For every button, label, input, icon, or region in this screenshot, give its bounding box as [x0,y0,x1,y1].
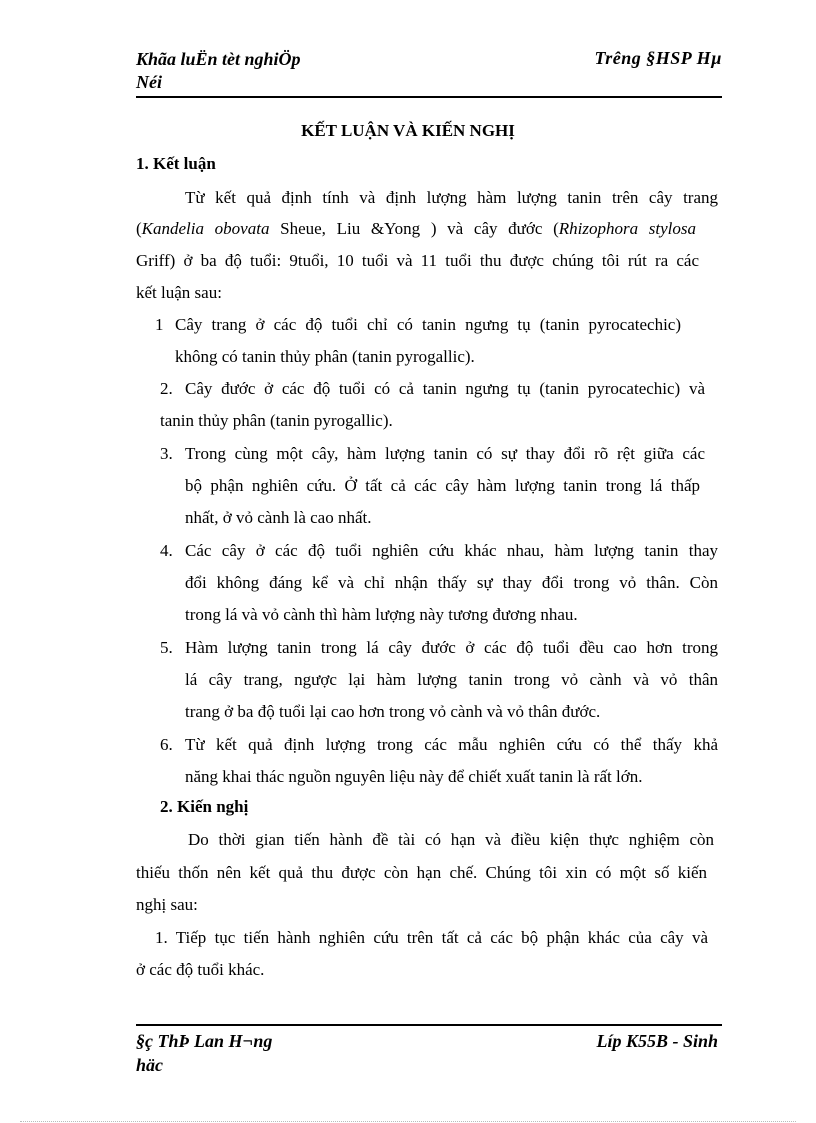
intro-line4: kết luận sau: [136,283,222,302]
conclusion-1-line2: không có tanin thủy phân (tanin pyrogallic). [175,347,475,366]
footer-right: Líp K55B - Sinh [596,1031,718,1051]
intro-l2-a: ( [136,219,142,238]
recommend-para-line1: Do thời gian tiến hành đề tài có hạn và điều kiện thực nghiệm còn [188,830,714,849]
header-right: Trêng §HSP Hµ [594,48,722,68]
conclusion-4-number: 4. [160,541,173,560]
conclusion-2-number: 2. [160,379,173,398]
section2-heading: 2. Kiến nghị [160,797,249,816]
conclusion-5-line1: Hàm lượng tanin trong lá cây đước ở các độ tuổi đều cao hơn trong [185,638,718,657]
conclusion-5-line3: trang ở ba độ tuổi lại cao hơn trong vỏ cành và vỏ thân đước. [185,702,601,721]
conclusion-5-line2: lá cây trang, ngược lại hàm lượng tanin trong vỏ cành và vỏ thân [185,670,718,689]
footer-left-line1: §ç ThÞ Lan H¬ng [136,1031,273,1051]
intro-line2 [136,219,696,239]
page-title: KẾT LUẬN VÀ KIẾN NGHỊ [301,121,515,140]
conclusion-6-number: 6. [160,735,173,754]
recommend-para-line3: nghị sau: [136,895,198,914]
conclusion-1-line1: Cây trang ở các độ tuổi chỉ có tanin ngưng tụ (tanin pyrocatechic) [175,315,681,334]
page-bottom-dotted-line [20,1121,796,1122]
conclusion-3-number: 3. [160,444,173,463]
header-rule [136,96,722,98]
intro-line3: Griff) ở ba độ tuổi: 9tuổi, 10 tuổi và 11 tuổi thu được chúng tôi rút ra các [136,251,699,270]
conclusion-5-number: 5. [160,638,173,657]
recommend-1-line2: ở các độ tuổi khác. [136,960,265,979]
conclusion-6-line2: năng khai thác nguồn nguyên liệu này để chiết xuất tanin là rất lớn. [185,767,643,786]
conclusion-4-line2: đổi không đáng kể và chỉ nhận thấy sự thay đổi trong vỏ thân. Còn [185,573,718,592]
header-left-line1: Khãa luËn tèt nghiÖp [136,49,301,69]
species-name-2: Rhizophora stylosa [558,219,696,238]
intro-line1: Từ kết quả định tính và định lượng hàm lượng tanin trên cây trang [185,188,718,207]
conclusion-6-line1: Từ kết quả định lượng trong các mẫu nghiên cứu có thể thấy khả [185,735,718,754]
section1-heading: 1. Kết luận [136,154,216,173]
conclusion-3-line3: nhất, ở vỏ cành là cao nhất. [185,508,372,527]
conclusion-3-line1: Trong cùng một cây, hàm lượng tanin có sự thay đổi rõ rệt giữa các [185,444,705,463]
conclusion-4-line1: Các cây ở các độ tuổi nghiên cứu khác nhau, hàm lượng tanin thay [185,541,718,560]
conclusion-2-line2: tanin thủy phân (tanin pyrogallic). [160,411,393,430]
header-left-line2: Néi [136,72,162,92]
recommend-para-line2: thiếu thốn nên kết quả thu được còn hạn chế. Chúng tôi xin có một số kiến [136,863,707,882]
footer-left-line2: häc [136,1055,163,1075]
species-name-1: Kandelia obovata [141,219,270,238]
conclusion-3-line2: bộ phận nghiên cứu. Ở tất cả các cây hàm lượng tanin trong lá thấp [185,476,700,495]
footer-rule [136,1024,722,1026]
conclusion-1-number: 1 [155,315,164,334]
conclusion-4-line3: trong lá và vỏ cành thì hàm lượng này tương đương nhau. [185,605,578,624]
conclusion-2-line1: Cây đước ở các độ tuổi có cả tanin ngưng tụ (tanin pyrocatechic) và [185,379,705,398]
recommend-1-line1: 1. Tiếp tục tiến hành nghiên cứu trên tất cả các bộ phận khác của cây và [155,928,708,947]
intro-l2-b: Sheue, Liu &Yong ) và cây đước ( [269,219,559,238]
